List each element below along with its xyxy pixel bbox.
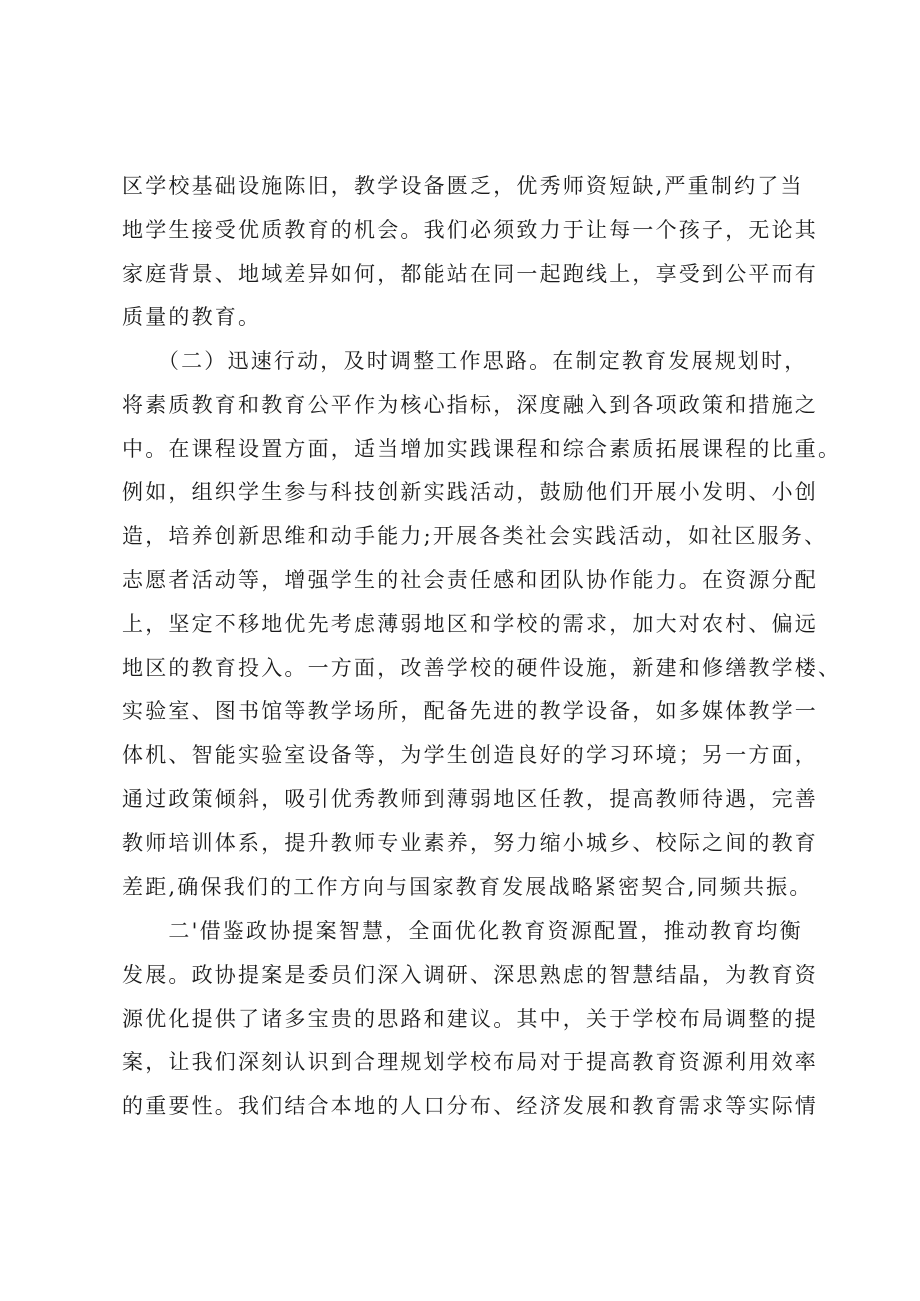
text-line: 上，坚定不移地优先考虑薄弱地区和学校的需求，加大对农村、偏远 (122, 611, 818, 636)
text-line: 发展。政协提案是委员们深入调研、深思熟虑的智慧结晶，为教育资 (122, 962, 818, 987)
paragraph-section-proposals (122, 910, 818, 1129)
text-line: 志愿者活动等，增强学生的社会责任感和团队协作能力。在资源分配 (122, 567, 818, 592)
text-line: 区学校基础设施陈旧，教学设备匮乏，优秀师资短缺,严重制约了当 (122, 174, 804, 198)
text-line: 质量的教育。 (122, 305, 262, 330)
text-line: 家庭背景、地域差异如何，都能站在同一起跑线上，享受到公平而有 (122, 261, 818, 286)
text-line: 案，让我们深刻认识到合理规划学校布局对于提高教育资源利用效率 (122, 1050, 818, 1075)
text-line: 造，培养创新思维和动手能力;开展各类社会实践活动，如社区服务、 (122, 524, 828, 549)
text-line: 源优化提供了诸多宝贵的思路和建议。其中，关于学校布局调整的提 (122, 1006, 818, 1031)
text-line: 例如，组织学生参与科技创新实践活动，鼓励他们开展小发明、小创 (122, 480, 818, 505)
text-line: 教师培训体系，提升教师专业素养，努力缩小城乡、校际之间的教育 (122, 830, 818, 855)
text-line: 将素质教育和教育公平作为核心指标，深度融入到各项政策和措施之 (122, 392, 818, 417)
text-line: （二）迅速行动，及时调整工作思路。在制定教育发展规划时， (122, 349, 808, 373)
text-line: 通过政策倾斜，吸引优秀教师到薄弱地区任教，提高教师待遇，完善 (122, 786, 818, 811)
text-line: 地区的教育投入。一方面，改善学校的硬件设施，新建和修缮教学楼、 (122, 655, 842, 680)
text-line: 体机、智能实验室设备等，为学生创造良好的学习环境；另一方面， (122, 743, 818, 768)
text-line: 的重要性。我们结合本地的人口分布、经济发展和教育需求等实际情 (122, 1094, 818, 1119)
text-line: 二'借鉴政协提案智慧，全面优化教育资源配置，推动教育均衡 (122, 919, 803, 943)
text-line: 中。在课程设置方面，适当增加实践课程和综合素质拓展课程的比重。 (122, 436, 842, 461)
text-line: 实验室、图书馆等教学场所，配备先进的教学设备，如多媒体教学一 (122, 699, 818, 724)
paragraph-section-two (122, 340, 842, 909)
paragraph-continuation (122, 165, 818, 340)
text-line: 差距,确保我们的工作方向与国家教育发展战略紧密契合,同频共振。 (122, 874, 813, 899)
text-line: 地学生接受优质教育的机会。我们必须致力于让每一个孩子，无论其 (122, 217, 818, 242)
